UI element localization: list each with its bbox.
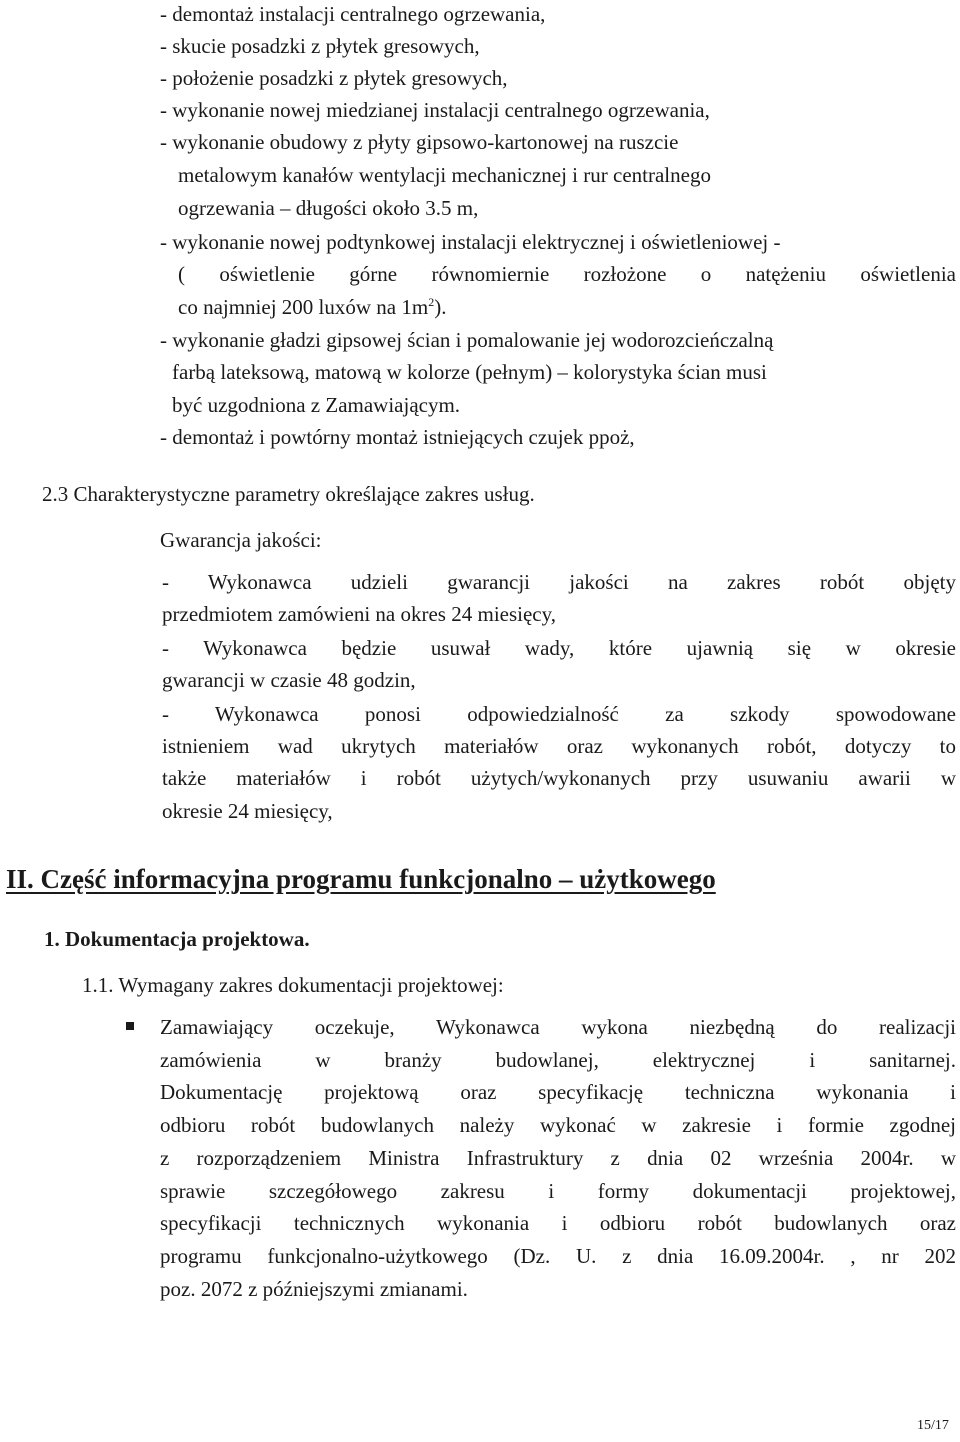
list-item-continuation: ogrzewania – długości około 3.5 m, <box>178 196 479 220</box>
list-item-continuation: metalowym kanałów wentylacji mechanicznej i rur centralnego <box>178 163 711 187</box>
guarantee-paragraph <box>162 638 956 659</box>
list-item: - wykonanie gładzi gipsowej ścian i pomalowanie jej wodorozcieńczalną <box>160 328 774 352</box>
guarantee-line: - Wykonawca będzie usuwał wady, które ujawnią się w okresie <box>162 636 956 660</box>
list-item-continuation: być uzgodniona z Zamawiającym. <box>172 393 461 417</box>
page-number: 15/17 <box>917 1418 949 1433</box>
guarantee-paragraph <box>162 768 956 789</box>
lux-text: co najmniej 200 luxów na 1m <box>178 295 429 319</box>
section-heading: 2.3 Charakterystyczne parametry określające zakres usług. <box>42 482 535 506</box>
guarantee-line: istnieniem wad ukrytych materiałów oraz wykonanych robót, dotyczy to <box>162 734 956 758</box>
list-item: - wykonanie nowej miedzianej instalacji centralnego ogrzewania, <box>160 98 710 122</box>
guarantee-line: - Wykonawca udzieli gwarancji jakości na zakres robót objęty <box>162 570 956 594</box>
bullet-line: z rozporządzeniem Ministra Infrastruktury z dnia 02 września 2004r. w <box>160 1146 956 1170</box>
chapter-heading: 1. Dokumentacja projektowa. <box>44 927 310 951</box>
bullet-line: zamówienia w branży budowlanej, elektrycznej i sanitarnej. <box>160 1048 956 1072</box>
list-item-continuation: ( oświetlenie górne równomiernie rozłożone o natężeniu oświetlenia <box>178 262 956 286</box>
guarantee-paragraph <box>162 704 956 725</box>
bullet-line: odbioru robót budowlanych należy wykonać w zakresie i formie zgodnej <box>160 1113 956 1137</box>
guarantee-line: także materiałów i robót użytych/wykonanych przy usuwaniu awarii w <box>162 766 956 790</box>
bullet-line: poz. 2072 z późniejszymi zmianami. <box>160 1277 468 1301</box>
bullet-line: Dokumentację projektową oraz specyfikację techniczna wykonania i <box>160 1080 956 1104</box>
list-item: - wykonanie obudowy z płyty gipsowo-kartonowej na ruszcie <box>160 130 679 154</box>
list-item: - położenie posadzki z płytek gresowych, <box>160 66 508 90</box>
bullet-line: Zamawiający oczekuje, Wykonawca wykona niezbędną do realizacji <box>160 1015 956 1039</box>
list-item-continuation: farbą lateksową, matową w kolorze (pełnym) – kolorystyka ścian musi <box>172 360 767 384</box>
guarantee-line: przedmiotem zamówieni na okres 24 miesięcy, <box>162 602 557 626</box>
list-item-continuation <box>178 296 446 318</box>
part-ii-heading: II. Część informacyjna programu funkcjonalno – użytkowego <box>6 864 716 894</box>
subsection-heading: 1.1. Wymagany zakres dokumentacji projektowej: <box>82 973 504 997</box>
list-item: - skucie posadzki z płytek gresowych, <box>160 34 480 58</box>
list-item: - demontaż instalacji centralnego ogrzewania, <box>160 2 546 26</box>
bullet-line: specyfikacji technicznych wykonania i odbioru robót budowlanych oraz <box>160 1211 956 1235</box>
square-bullet-icon <box>126 1022 134 1030</box>
lux-text-end: ). <box>434 295 447 319</box>
guarantee-line: okresie 24 miesięcy, <box>162 799 333 823</box>
guarantee-title: Gwarancja jakości: <box>160 528 322 552</box>
list-item: - demontaż i powtórny montaż istniejących czujek ppoż, <box>160 425 635 449</box>
bullet-line: programu funkcjonalno-użytkowego (Dz. U. z dnia 16.09.2004r. , nr 202 <box>160 1244 956 1268</box>
guarantee-line: gwarancji w czasie 48 godzin, <box>162 668 416 692</box>
guarantee-paragraph <box>162 736 956 757</box>
bullet-line: sprawie szczegółowego zakresu i formy dokumentacji projektowej, <box>160 1179 956 1203</box>
superscript: 2 <box>428 295 435 309</box>
guarantee-paragraph <box>162 572 956 593</box>
guarantee-line: - Wykonawca ponosi odpowiedzialność za szkody spowodowane <box>162 702 956 726</box>
list-item: - wykonanie nowej podtynkowej instalacji elektrycznej i oświetleniowej - <box>160 230 781 254</box>
